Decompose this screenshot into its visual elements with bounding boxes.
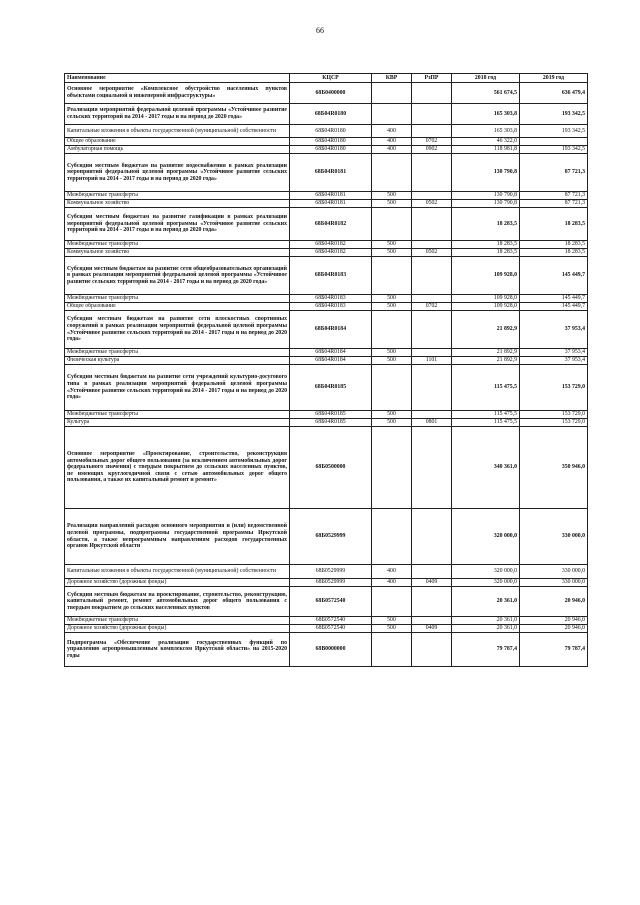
row-2018: 46 322,0 — [452, 138, 520, 146]
table-header-row — [65, 74, 588, 83]
row-name: Физическая культура — [65, 357, 290, 365]
row-rzpr — [412, 311, 452, 349]
row-name: Межбюджетные трансферты — [65, 411, 290, 419]
row-name: Общее образование — [65, 138, 290, 146]
table-row — [65, 125, 588, 138]
row-2018: 130 790,8 — [452, 192, 520, 200]
row-ksr: 68Б0529999 — [290, 579, 372, 587]
row-rzpr — [412, 154, 452, 192]
row-2019: 37 953,4 — [520, 357, 588, 365]
row-2019: 330 000,0 — [520, 579, 588, 587]
row-2019: 18 283,5 — [520, 249, 588, 257]
row-name: Основное мероприятие «Проектирование, строительство, реконструкция автомобильных дорог общего пользования (за исключением автомобильных дорог федерального значения) с твердым покрытием до сельских населенных пунктов, не имеющих круглогодичной связи с сетью автомобильных дорог общего пользования, а также их капитальный ремонт и ремонт» — [65, 427, 290, 509]
row-name: Основное мероприятие «Комплексное обустройство населенных пунктов объектами социальной и инженерной инфраструктуры» — [65, 83, 290, 104]
row-kvr: 500 — [372, 200, 412, 208]
row-ksr: 68Б04R0182 — [290, 208, 372, 241]
row-ksr: 68Б04R0185 — [290, 419, 372, 427]
row-kvr: 500 — [372, 349, 412, 357]
row-2019: 87 721,3 — [520, 200, 588, 208]
row-2019: 636 479,4 — [520, 83, 588, 104]
row-name: Субсидии местным бюджетам на развитие газификации в рамках реализации мероприятий федеральной целевой программы «Устойчивое развитие сельских территорий на 2014 - 2017 годы и на период до 2020 года» — [65, 208, 290, 241]
row-ksr: 68Б0400000 — [290, 83, 372, 104]
row-2019: 37 953,4 — [520, 349, 588, 357]
row-rzpr — [412, 411, 452, 419]
row-name: Подпрограмма «Обеспечение реализации государственных функций по управлению агропромышленным комплексом Иркутской области» на 2015-2020 годы — [65, 633, 290, 667]
row-rzpr — [412, 427, 452, 509]
row-2018: 109 928,0 — [452, 295, 520, 303]
row-2019: 37 953,4 — [520, 311, 588, 349]
row-ksr: 68Б0572540 — [290, 617, 372, 625]
row-name: Дорожное хозяйство (дорожные фонды) — [65, 625, 290, 633]
row-name: Субсидии местным бюджетам на развитие сети плоскостных спортивных сооружений в рамках реализации мероприятий федеральной целевой программы «Устойчивое развитие сельских территорий на 2014 - 2017 годы и на период до 2020 года» — [65, 311, 290, 349]
row-2018: 130 790,8 — [452, 154, 520, 192]
row-ksr: 68Б0500000 — [290, 427, 372, 509]
row-kvr: 400 — [372, 565, 412, 579]
row-kvr: 400 — [372, 138, 412, 146]
row-ksr: 68Б04R0181 — [290, 200, 372, 208]
row-ksr: 68Б04R0180 — [290, 125, 372, 138]
row-ksr: 68Б04R0180 — [290, 138, 372, 146]
table-row — [65, 419, 588, 427]
row-2018: 18 283,5 — [452, 208, 520, 241]
row-kvr — [372, 257, 412, 295]
row-rzpr: 0702 — [412, 303, 452, 311]
row-rzpr: 0502 — [412, 200, 452, 208]
row-kvr — [372, 509, 412, 565]
row-kvr — [372, 427, 412, 509]
row-ksr: 68Б04R0185 — [290, 365, 372, 411]
column-header-2019: 2019 год — [520, 74, 588, 83]
row-kvr: 500 — [372, 419, 412, 427]
table-row — [65, 241, 588, 249]
row-name: Межбюджетные трансферты — [65, 241, 290, 249]
table-body — [65, 83, 588, 667]
row-name: Дорожное хозяйство (дорожные фонды) — [65, 579, 290, 587]
table-row — [65, 104, 588, 125]
column-header-name: Наименование — [65, 74, 290, 83]
row-2018: 21 892,9 — [452, 357, 520, 365]
table-row — [65, 295, 588, 303]
row-rzpr: 1101 — [412, 357, 452, 365]
row-rzpr — [412, 104, 452, 125]
row-2018: 130 790,8 — [452, 200, 520, 208]
row-rzpr — [412, 241, 452, 249]
row-2019: 79 787,4 — [520, 633, 588, 667]
row-rzpr: 0409 — [412, 579, 452, 587]
table-row — [65, 208, 588, 241]
column-header-kvr: КВР — [372, 74, 412, 83]
table-row — [65, 633, 588, 667]
row-2018: 118 981,8 — [452, 146, 520, 154]
row-rzpr — [412, 83, 452, 104]
table-row — [65, 365, 588, 411]
row-kvr: 500 — [372, 411, 412, 419]
row-2018: 20 361,0 — [452, 587, 520, 617]
row-2019: 330 000,0 — [520, 565, 588, 579]
row-2018: 18 283,5 — [452, 241, 520, 249]
row-ksr: 68Б04R0183 — [290, 303, 372, 311]
row-kvr: 500 — [372, 303, 412, 311]
row-2018: 320 000,0 — [452, 565, 520, 579]
row-kvr — [372, 365, 412, 411]
row-rzpr — [412, 257, 452, 295]
row-rzpr — [412, 192, 452, 200]
table-row — [65, 303, 588, 311]
row-name: Субсидии местным бюджетам на развитие сети общеобразовательных организаций в рамках реализации мероприятий федеральной целевой программы «Устойчивое развитие сельских территорий на 2014 - 2017 годы и на период до 2020 года» — [65, 257, 290, 295]
row-ksr: 68Б04R0181 — [290, 154, 372, 192]
row-2019: 153 729,0 — [520, 419, 588, 427]
row-rzpr — [412, 208, 452, 241]
row-name: Субсидии местным бюджетам на развитие сети учреждений культурно-досугового типа в рамках реализации мероприятий федеральной целевой программы «Устойчивое развитие сельских территорий на 2014 - 2017 годы и на период до 2020 года» — [65, 365, 290, 411]
row-kvr: 400 — [372, 579, 412, 587]
table-row — [65, 146, 588, 154]
row-2019: 20 946,0 — [520, 587, 588, 617]
row-2019: 193 342,5 — [520, 146, 588, 154]
row-2018: 165 303,8 — [452, 125, 520, 138]
row-rzpr: 0801 — [412, 419, 452, 427]
row-2018: 109 928,0 — [452, 303, 520, 311]
row-name: Амбулаторная помощь — [65, 146, 290, 154]
row-ksr: 68Б04R0185 — [290, 411, 372, 419]
table-row — [65, 625, 588, 633]
row-ksr: 68Б04R0180 — [290, 104, 372, 125]
row-2018: 115 475,5 — [452, 419, 520, 427]
row-2018: 79 787,4 — [452, 633, 520, 667]
row-kvr: 500 — [372, 625, 412, 633]
row-kvr — [372, 104, 412, 125]
row-2018: 115 475,5 — [452, 411, 520, 419]
row-name: Межбюджетные трансферты — [65, 192, 290, 200]
table-row — [65, 427, 588, 509]
column-header-ksr: КЦСР — [290, 74, 372, 83]
row-kvr — [372, 311, 412, 349]
row-kvr — [372, 83, 412, 104]
row-name: Реализация направлений расходов основного мероприятия и (или) ведомственной целевой программы, подпрограммы государственной программы Иркутской области, а также непрограммным направлениям расходов государственных органов Иркутской области — [65, 509, 290, 565]
table-row — [65, 357, 588, 365]
row-2019: 18 283,5 — [520, 241, 588, 249]
row-2018: 21 892,9 — [452, 349, 520, 357]
row-ksr: 68Б0572540 — [290, 587, 372, 617]
row-rzpr — [412, 125, 452, 138]
row-name: Межбюджетные трансферты — [65, 295, 290, 303]
row-2019: 145 449,7 — [520, 303, 588, 311]
page-number: 66 — [316, 26, 324, 35]
row-2019: 20 946,0 — [520, 625, 588, 633]
row-rzpr — [412, 365, 452, 411]
row-2018: 20 361,0 — [452, 617, 520, 625]
row-kvr: 400 — [372, 125, 412, 138]
row-2019: 193 342,5 — [520, 104, 588, 125]
table-row — [65, 509, 588, 565]
row-2019: 145 449,7 — [520, 295, 588, 303]
row-2019: 145 449,7 — [520, 257, 588, 295]
row-2019: 87 721,3 — [520, 154, 588, 192]
row-2018: 340 361,0 — [452, 427, 520, 509]
row-2018: 320 000,0 — [452, 579, 520, 587]
row-kvr: 500 — [372, 617, 412, 625]
row-kvr: 500 — [372, 295, 412, 303]
row-kvr: 400 — [372, 146, 412, 154]
row-ksr: 68Б04R0180 — [290, 146, 372, 154]
row-rzpr: 0502 — [412, 249, 452, 257]
row-2019: 20 946,0 — [520, 617, 588, 625]
row-ksr: 68Б0529999 — [290, 509, 372, 565]
row-rzpr: 0409 — [412, 625, 452, 633]
column-header-rzpr: РзПР — [412, 74, 452, 83]
row-ksr: 68Б04R0183 — [290, 257, 372, 295]
row-ksr: 68Б04R0183 — [290, 295, 372, 303]
row-2018: 320 000,0 — [452, 509, 520, 565]
row-name: Межбюджетные трансферты — [65, 349, 290, 357]
row-name: Общее образование — [65, 303, 290, 311]
row-ksr: 68Б0529999 — [290, 565, 372, 579]
row-kvr: 500 — [372, 241, 412, 249]
row-2019: 350 946,0 — [520, 427, 588, 509]
row-kvr: 500 — [372, 249, 412, 257]
row-name: Культура — [65, 419, 290, 427]
row-2019 — [520, 138, 588, 146]
row-name: Реализация мероприятий федеральной целевой программы «Устойчивое развитие сельских территорий на 2014 - 2017 годы и на период до 2020 года» — [65, 104, 290, 125]
budget-table — [64, 73, 588, 667]
row-ksr: 68Б04R0181 — [290, 192, 372, 200]
table-row — [65, 154, 588, 192]
row-rzpr: 0702 — [412, 138, 452, 146]
row-ksr: 68Б04R0184 — [290, 349, 372, 357]
row-rzpr — [412, 587, 452, 617]
row-kvr — [372, 154, 412, 192]
row-2019: 153 729,0 — [520, 411, 588, 419]
table-row — [65, 192, 588, 200]
row-kvr — [372, 633, 412, 667]
row-2019: 18 283,5 — [520, 208, 588, 241]
row-2018: 20 361,0 — [452, 625, 520, 633]
row-ksr: 68Б04R0182 — [290, 241, 372, 249]
row-name: Субсидии местным бюджетам на проектирование, строительство, реконструкцию, капитальный ремонт, ремонт автомобильных дорог общего пользования с твердым покрытием до сельских населенных пунктов — [65, 587, 290, 617]
table-row — [65, 617, 588, 625]
row-rzpr — [412, 633, 452, 667]
row-2019: 87 721,3 — [520, 192, 588, 200]
table-row — [65, 579, 588, 587]
table-row — [65, 138, 588, 146]
row-ksr: 68В0000000 — [290, 633, 372, 667]
row-rzpr — [412, 295, 452, 303]
row-2018: 21 892,9 — [452, 311, 520, 349]
row-ksr: 68Б04R0184 — [290, 357, 372, 365]
table-row — [65, 257, 588, 295]
row-name: Субсидии местным бюджетам на развитие водоснабжения в рамках реализации мероприятий федеральной целевой программы «Устойчивое развитие сельских территорий на 2014 - 2017 годы и на период до 2020 года» — [65, 154, 290, 192]
row-ksr: 68Б04R0184 — [290, 311, 372, 349]
row-rzpr — [412, 509, 452, 565]
row-rzpr — [412, 349, 452, 357]
row-name: Капитальные вложения в объекты государственной (муниципальной) собственности — [65, 565, 290, 579]
table-row — [65, 200, 588, 208]
row-name: Коммунальное хозяйство — [65, 249, 290, 257]
table-row — [65, 249, 588, 257]
row-2019: 193 342,5 — [520, 125, 588, 138]
row-2018: 561 674,5 — [452, 83, 520, 104]
table-row — [65, 565, 588, 579]
row-kvr — [372, 587, 412, 617]
row-ksr: 68Б04R0182 — [290, 249, 372, 257]
row-name: Капитальные вложения в объекты государственной (муниципальной) собственности — [65, 125, 290, 138]
row-2018: 18 283,5 — [452, 249, 520, 257]
table-row — [65, 311, 588, 349]
row-2019: 330 000,0 — [520, 509, 588, 565]
row-rzpr — [412, 617, 452, 625]
row-rzpr — [412, 565, 452, 579]
table-row — [65, 349, 588, 357]
row-2018: 165 303,8 — [452, 104, 520, 125]
table-row — [65, 587, 588, 617]
row-kvr: 500 — [372, 192, 412, 200]
table-row — [65, 83, 588, 104]
row-rzpr: 0902 — [412, 146, 452, 154]
row-kvr: 500 — [372, 357, 412, 365]
row-2019: 153 729,0 — [520, 365, 588, 411]
row-2018: 115 475,5 — [452, 365, 520, 411]
column-header-2018: 2018 год — [452, 74, 520, 83]
row-name: Межбюджетные трансферты — [65, 617, 290, 625]
row-ksr: 68Б0572540 — [290, 625, 372, 633]
row-2018: 109 928,0 — [452, 257, 520, 295]
table-row — [65, 411, 588, 419]
row-kvr — [372, 208, 412, 241]
row-name: Коммунальное хозяйство — [65, 200, 290, 208]
